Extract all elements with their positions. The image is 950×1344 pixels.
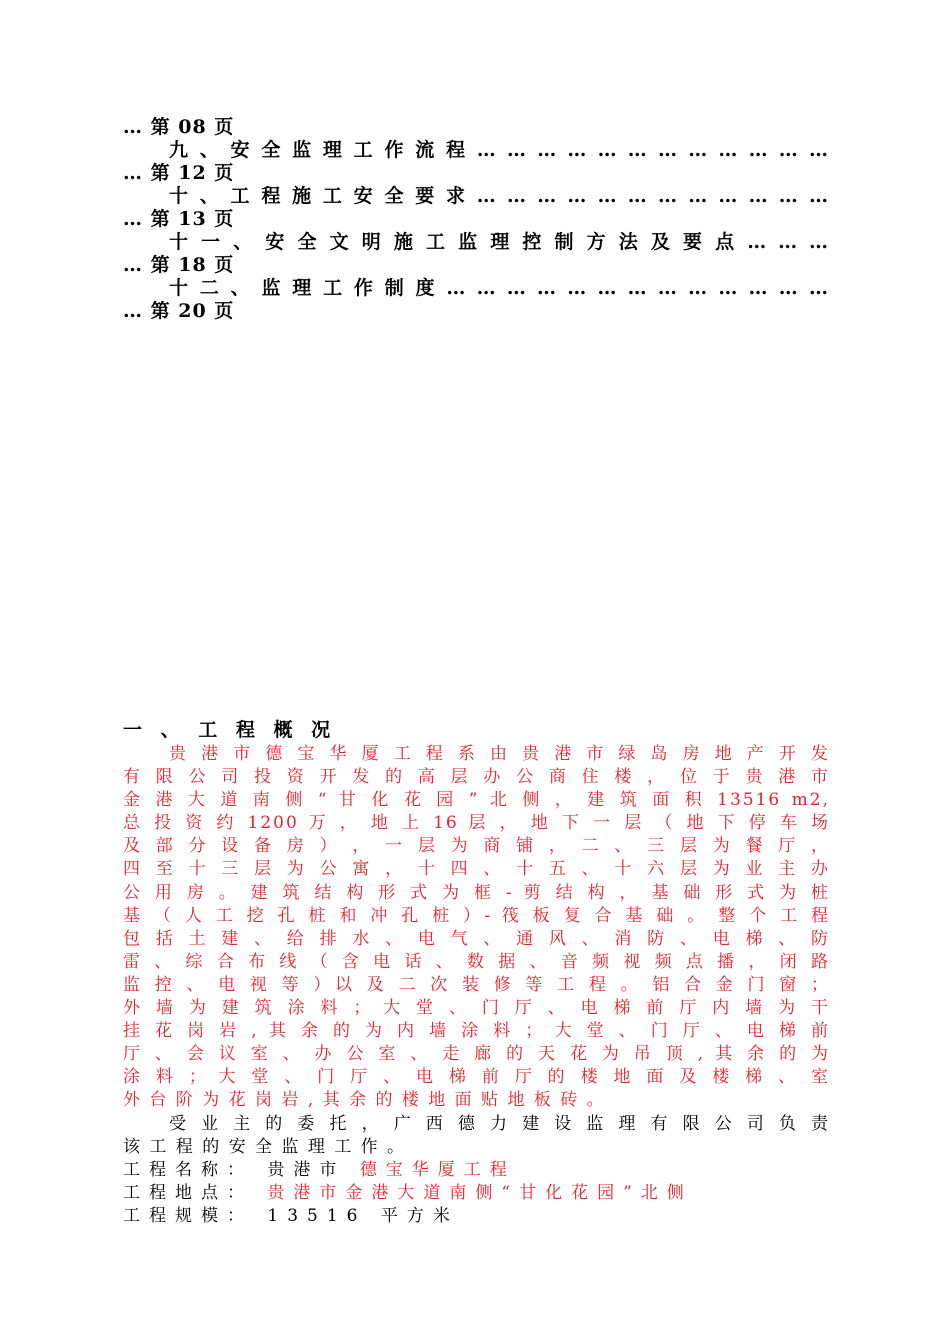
toc-entry-page xyxy=(123,162,830,185)
toc-page-number: … 第 13 页 xyxy=(123,208,235,230)
toc-entry-title xyxy=(123,139,830,162)
project-location-label: 工程地点： xyxy=(123,1182,253,1203)
project-location-value: 贵港市金港大道南侧“甘化花园”北侧 xyxy=(267,1182,693,1203)
toc-title: 十 、 工 程 施 工 安 全 要 求 … … … … … … … … … … … … xyxy=(169,185,830,207)
toc-page-number: … 第 20 页 xyxy=(123,300,235,322)
paragraph-line: 监 控 、 电 视 等 ）以 及 二 次 装 修 等 工 程 。 铝 合 金 门 窗 ； xyxy=(123,974,830,995)
paragraph-line: 包 括 土 建 、 给 排 水 、 电 气 、 通 风 、 消 防 、 电 梯 、 防 xyxy=(123,928,830,949)
project-name-prefix: 贵港市 xyxy=(267,1159,346,1180)
paragraph-line: 涂 料 ； 大 堂 、 门 厅 、 电 梯 前 厅 的 楼 地 面 及 楼 梯 、 室 xyxy=(123,1067,830,1088)
paragraph-line: 基 （ 人 工 挖 孔 桩 和 冲 孔 桩 ）- 筏 板 复 合 基 础 。 整 个 工 程 xyxy=(123,905,830,926)
paragraph-line: 受 业 主 的 委 托 ， 广 西 德 力 建 设 监 理 有 限 公 司 负 责 xyxy=(169,1113,830,1134)
toc-title: 九 、 安 全 监 理 工 作 流 程 … … … … … … … … … … … … xyxy=(169,139,830,161)
section-project-overview xyxy=(123,718,830,1228)
toc-entry-title xyxy=(123,277,830,300)
project-location-row xyxy=(123,1182,830,1205)
paragraph-line: 厅 、 会 议 室 、 办 公 室 、 走 廊 的 天 花 为 吊 顶 , 其 余 的 为 xyxy=(123,1044,830,1065)
section-heading: 一 、 工 程 概 况 xyxy=(123,719,337,741)
paragraph-line: 雷 、 综 合 布 线 （ 含 电 话 、 数 据 、 音 频 视 频 点 播 ， 闭 路 xyxy=(123,951,830,972)
toc-page-number: … 第 12 页 xyxy=(123,162,235,184)
toc-entry-title xyxy=(123,185,830,208)
commission-paragraph xyxy=(123,1113,830,1159)
table-of-contents xyxy=(123,116,830,323)
paragraph-line: 贵 港 市 德 宝 华 厦 工 程 系 由 贵 港 市 绿 岛 房 地 产 开 发 xyxy=(169,744,830,764)
paragraph-line: 及 部 分 设 备 房 ） ， 一 层 为 商 铺 ， 二 、 三 层 为 餐 厅 ， xyxy=(123,836,830,857)
toc-page-number: … 第 18 页 xyxy=(123,254,235,276)
toc-entry-page xyxy=(123,116,830,139)
paragraph-line: 该 工 程 的 安 全 监 理 工 作 。 xyxy=(123,1136,407,1157)
project-scale-label: 工程规模： xyxy=(123,1205,253,1226)
project-description-paragraph xyxy=(123,743,830,1113)
toc-entry-title xyxy=(123,231,830,254)
paragraph-line: 公 用 房 。 建 筑 结 构 形 式 为 框 - 剪 结 构 ， 基 础 形 式 为 桩 xyxy=(123,882,830,903)
paragraph-line: 挂 花 岗 岩 , 其 余 的 为 内 墙 涂 料 ； 大 堂 、 门 厅 、 电 梯 前 xyxy=(123,1021,830,1042)
toc-title: 十 一 、 安 全 文 明 施 工 监 理 控 制 方 法 及 要 点 … … … xyxy=(169,231,830,253)
toc-title: 十 二 、 监 理 工 作 制 度 … … … … … … … … … … … … … xyxy=(169,277,830,299)
project-name-value: 德宝华厦工程 xyxy=(359,1159,516,1180)
paragraph-line: 金 港 大 道 南 侧 “ 甘 化 花 园 ” 北 侧 ， 建 筑 面 积 13516 m2, xyxy=(123,790,830,811)
paragraph-line: 总 投 资 约 1200 万 ， 地 上 16 层 ， 地 下 一 层 （ 地 下 停 车 场 xyxy=(123,813,830,834)
paragraph-line: 有 限 公 司 投 资 开 发 的 高 层 办 公 商 住 楼 ， 位 于 贵 港 市 xyxy=(123,767,830,788)
project-name-row xyxy=(123,1159,830,1182)
paragraph-line: 外 台 阶 为 花 岗 岩 , 其 余 的 楼 地 面 贴 地 板 砖 。 xyxy=(123,1090,606,1111)
project-scale-row xyxy=(123,1205,830,1228)
toc-entry-page xyxy=(123,254,830,277)
paragraph-line: 四 至 十 三 层 为 公 寓 ， 十 四 、 十 五 、 十 六 层 为 业 主 办 xyxy=(123,859,830,880)
project-scale-value: 13516 平方米 xyxy=(267,1205,459,1226)
project-name-label: 工程名称： xyxy=(123,1159,253,1180)
toc-entry-page xyxy=(123,208,830,231)
paragraph-line: 外 墙 为 建 筑 涂 料 ； 大 堂 、 门 厅 、 电 梯 前 厅 内 墙 为 干 xyxy=(123,998,830,1019)
toc-page-number: … 第 08 页 xyxy=(123,116,235,138)
toc-entry-page xyxy=(123,300,830,323)
